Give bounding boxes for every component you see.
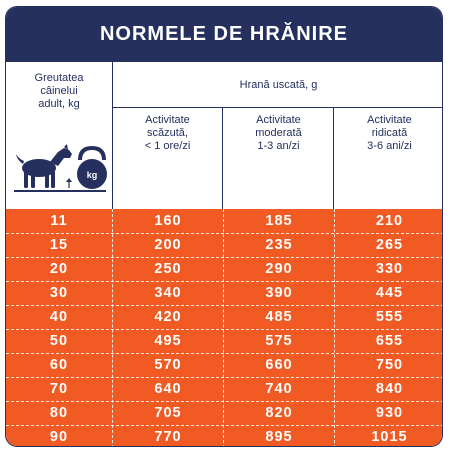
weight-cell: 20 <box>49 261 69 277</box>
portion-cell: 570 <box>154 357 182 373</box>
portion-cell: 820 <box>265 405 293 421</box>
weight-label-line: câinelui <box>40 85 78 97</box>
table-row <box>6 377 443 402</box>
activity-line: Activitate <box>145 114 190 126</box>
table-row <box>6 257 443 282</box>
portion-cell: 200 <box>154 237 182 253</box>
table-row <box>6 329 443 354</box>
portion-cell: 930 <box>375 405 404 421</box>
portion-cell: 895 <box>265 429 293 445</box>
portion-cell: 235 <box>265 237 293 253</box>
table-row <box>6 281 443 306</box>
table-row <box>6 233 443 258</box>
activity-line: Activitate <box>367 114 412 126</box>
weight-cell: 90 <box>49 429 69 445</box>
activity-line: 3-6 ani/zi <box>367 140 412 152</box>
portion-cell: 770 <box>154 429 182 445</box>
feeding-table-body <box>6 209 443 447</box>
table-row <box>6 305 443 330</box>
weight-column-header <box>6 62 113 209</box>
portion-cell: 185 <box>265 213 293 229</box>
page-title: NORMELE DE HRĂNIRE <box>6 7 442 62</box>
portion-cell: 575 <box>265 333 293 349</box>
table-row <box>6 353 443 378</box>
portion-cell: 420 <box>154 309 182 325</box>
portion-cell: 660 <box>265 357 293 373</box>
activity-header-low <box>113 108 223 209</box>
table-row <box>6 425 443 447</box>
dry-food-header: Hrană uscată, g <box>113 62 443 108</box>
portion-cell: 160 <box>154 213 182 229</box>
weight-cell: 50 <box>49 333 69 349</box>
activity-line: 1-3 an/zi <box>257 140 300 152</box>
weight-cell: 70 <box>49 381 69 397</box>
kettlebell-label: kg <box>86 170 98 180</box>
portion-cell: 1015 <box>371 429 408 445</box>
table-row <box>6 209 443 234</box>
portion-cell: 390 <box>265 285 293 301</box>
portion-cell: 495 <box>154 333 182 349</box>
dog-kettlebell-icon <box>14 144 108 204</box>
portion-cell: 210 <box>375 213 404 229</box>
portion-cell: 740 <box>265 381 293 397</box>
weight-cell: 40 <box>49 309 69 325</box>
activity-line: < 1 ore/zi <box>144 140 191 152</box>
weight-label <box>6 72 112 111</box>
weight-cell: 11 <box>50 213 68 229</box>
activity-line: Activitate <box>256 114 301 126</box>
table-header <box>6 62 442 209</box>
weight-cell: 60 <box>49 357 69 373</box>
activity-header-high <box>335 108 443 209</box>
portion-cell: 555 <box>375 309 404 325</box>
weight-cell: 30 <box>49 285 69 301</box>
portion-cell: 705 <box>154 405 182 421</box>
activity-line: scăzută, <box>147 127 188 139</box>
portion-cell: 655 <box>375 333 404 349</box>
weight-cell: 80 <box>49 405 69 421</box>
portion-cell: 840 <box>375 381 404 397</box>
table-row <box>6 401 443 426</box>
weight-cell: 15 <box>49 237 69 253</box>
feeding-guide-card <box>5 6 443 447</box>
portion-cell: 330 <box>375 261 404 277</box>
activity-line: moderată <box>255 127 302 139</box>
portion-cell: 750 <box>375 357 404 373</box>
portion-cell: 250 <box>154 261 182 277</box>
weight-label-line: adult, kg <box>38 98 80 110</box>
activity-header-moderate <box>224 108 334 209</box>
portion-cell: 445 <box>375 285 404 301</box>
weight-label-line: Greutatea <box>34 72 84 84</box>
portion-cell: 640 <box>154 381 182 397</box>
portion-cell: 265 <box>375 237 404 253</box>
portion-cell: 290 <box>265 261 293 277</box>
dog-icon <box>16 144 72 188</box>
activity-line: ridicată <box>371 127 408 139</box>
kettlebell-icon <box>77 148 107 189</box>
portion-cell: 340 <box>154 285 182 301</box>
portion-cell: 485 <box>265 309 293 325</box>
